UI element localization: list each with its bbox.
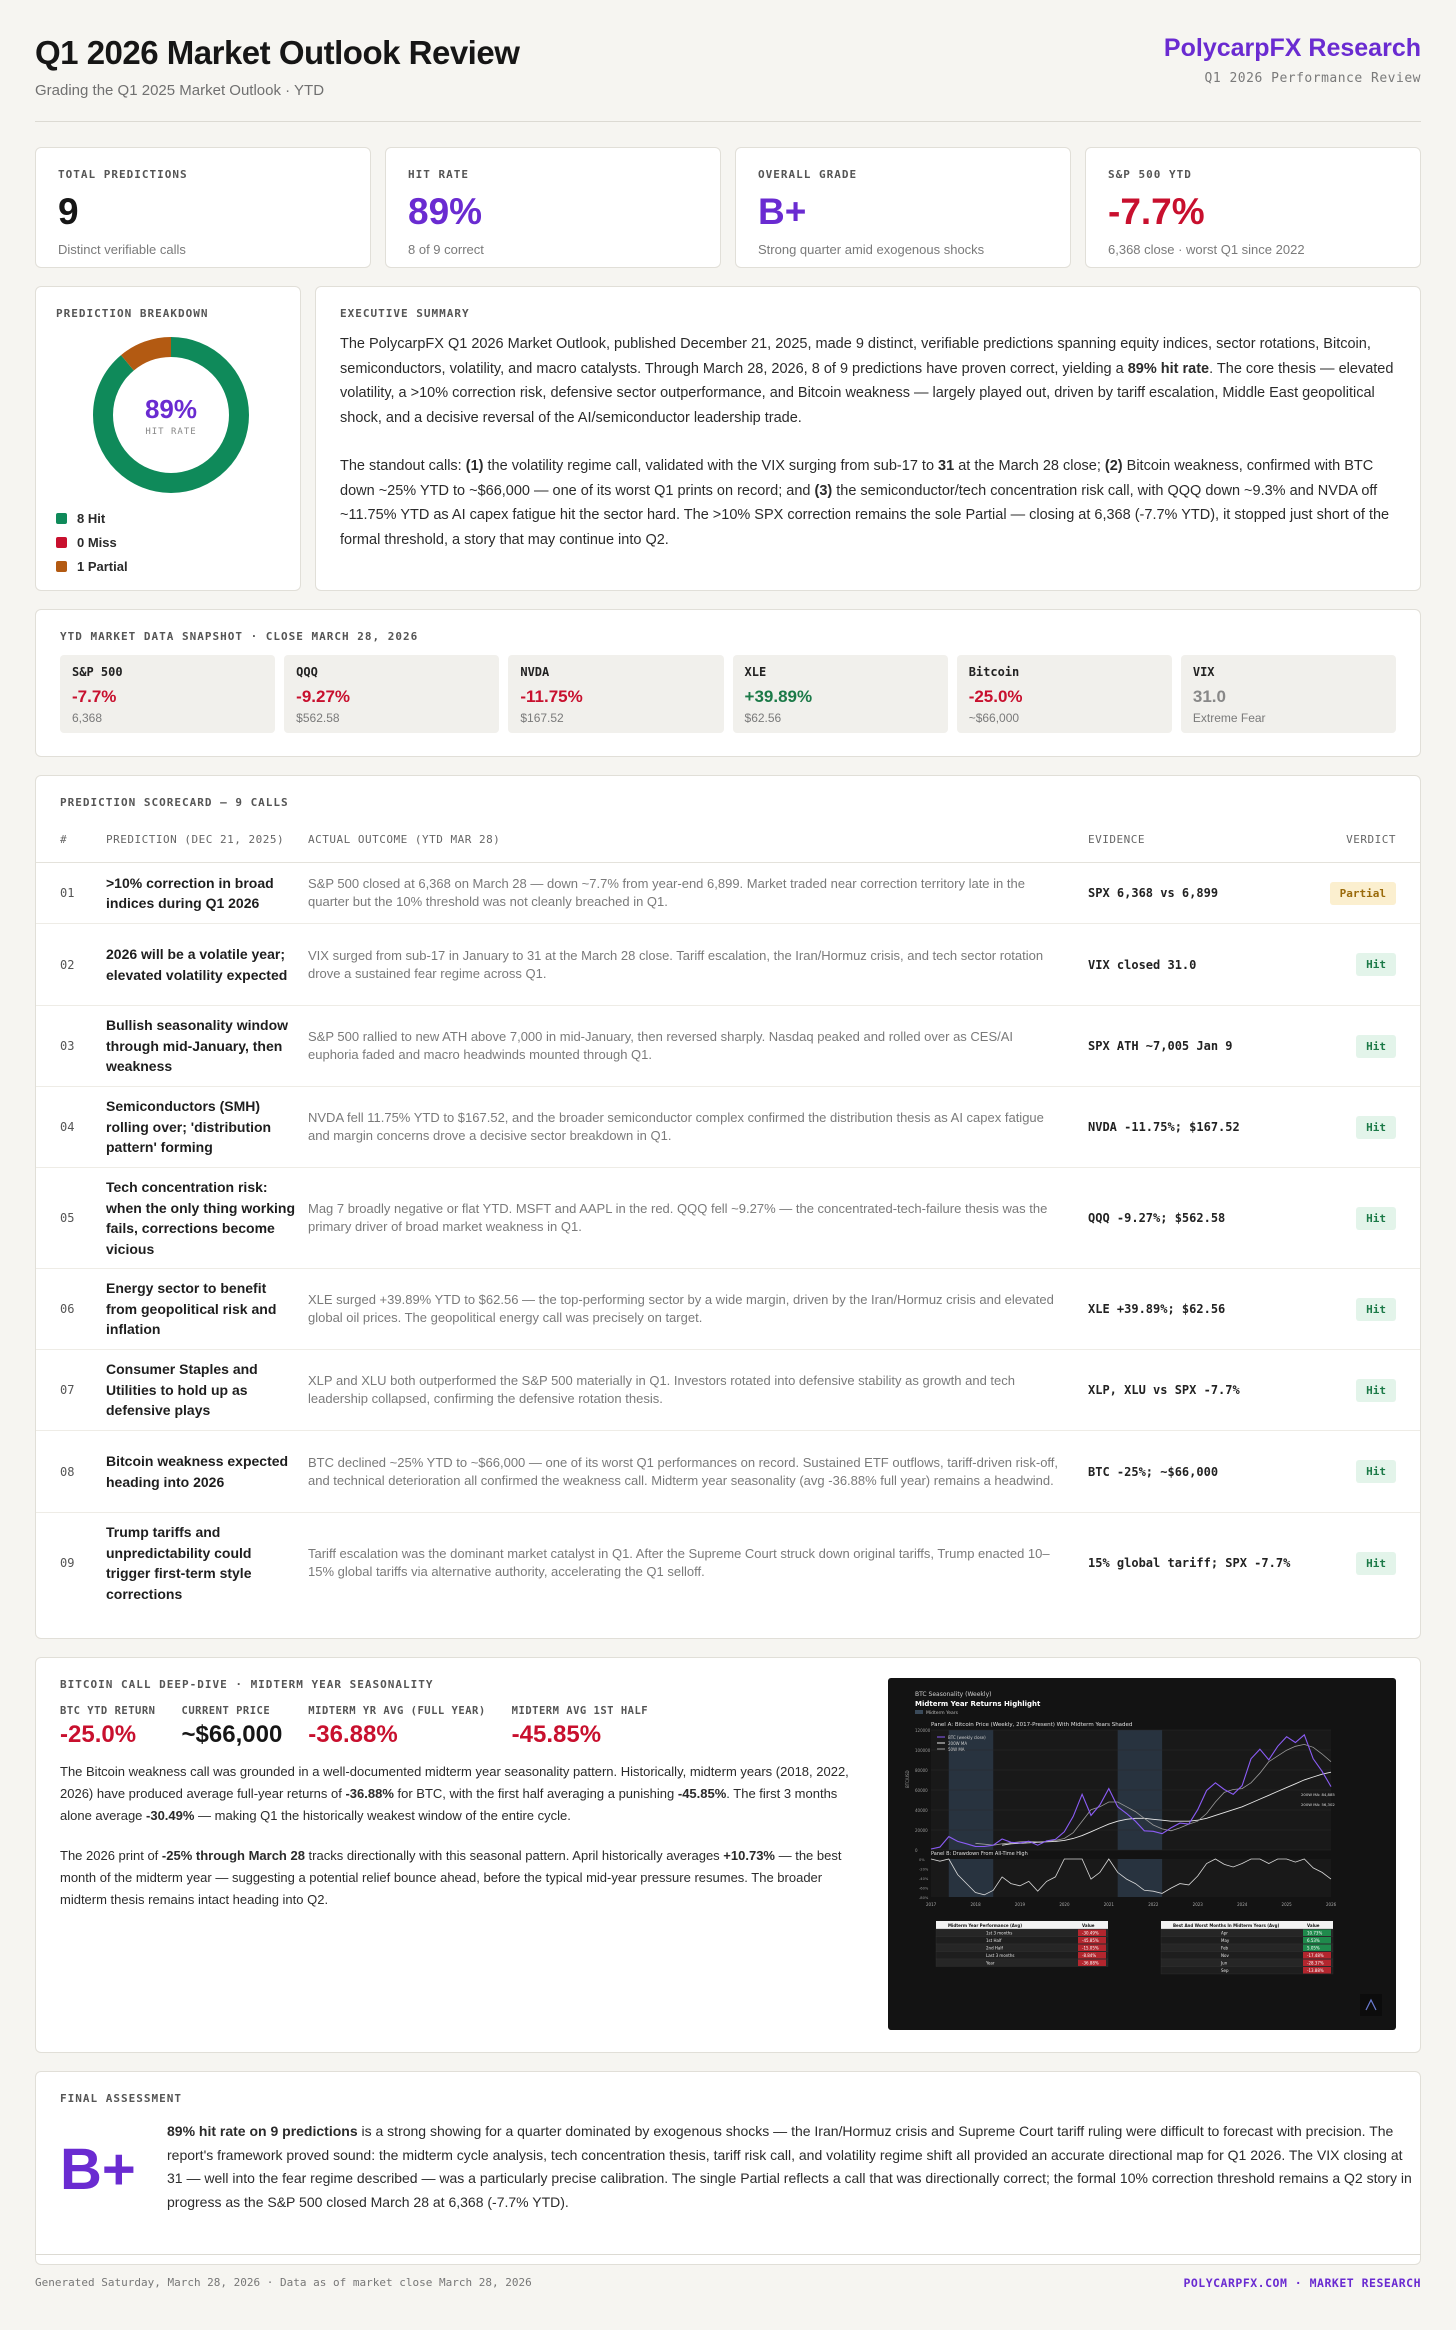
row-outcome: VIX surged from sub-17 in January to 31 at the March 28 close. Tariff escalation, the Iran/Hormuz crisis, and tech sector rotation drove a sustained fear regime across Q1. — [308, 947, 1044, 981]
kpi-card-total-predictions — [35, 147, 371, 268]
donut-center — [91, 335, 251, 495]
row-evidence: VIX closed 31.0 — [1088, 957, 1197, 972]
bitcoin-emphasis: -25% through March 28 — [161, 1848, 305, 1863]
bitcoin-stat — [512, 1705, 648, 1749]
midterm-shade — [1118, 1859, 1162, 1897]
row-evidence: SPX ATH ~7,005 Jan 9 — [1088, 1039, 1233, 1053]
summary-paragraph-1 — [340, 332, 1396, 430]
scorecard-header-row — [36, 817, 1420, 863]
legend-item-miss — [56, 530, 128, 554]
row-number: 04 — [60, 1120, 75, 1134]
table2-cell: Apr — [1221, 1930, 1228, 1936]
y-tick-label: 0% — [919, 1858, 925, 1862]
snapshot-price: $167.52 — [520, 711, 564, 725]
legend-item-partial — [56, 554, 128, 578]
page-footer — [35, 2254, 1421, 2294]
bitcoin-emphasis: -36.88% — [345, 1786, 394, 1801]
panel-a-legend-label: BTC (weekly close) — [948, 1735, 986, 1740]
table1-cell: 1st Half — [986, 1938, 1002, 1943]
scorecard-row — [36, 863, 1420, 924]
row-evidence: BTC -25%; ~$66,000 — [1088, 1464, 1219, 1479]
table1-value: -36.88% — [1082, 1960, 1099, 1966]
verdict-badge: Hit — [1356, 1298, 1396, 1321]
summary-paragraph-2 — [340, 454, 1396, 552]
legend-label: 1 Partial — [77, 558, 128, 574]
row-outcome: BTC declined ~25% YTD to ~$66,000 — one of its worst Q1 performances on record. Sustained ETF outflows, tariff-driven risk-off, and technical deterioration all confirmed the weakness call. Midterm year seasonality (avg -36.88% full year) remains a headwind. — [308, 1454, 1059, 1488]
table2-value: -17.48% — [1307, 1953, 1324, 1958]
chart-image-title: BTC Seasonality (Weekly) — [915, 1691, 992, 1698]
table1-value: -30.49% — [1082, 1930, 1099, 1936]
legend-item-hit — [56, 506, 128, 530]
table2-header: Value — [1307, 1923, 1320, 1928]
kpi-value: -7.7% — [1108, 191, 1205, 232]
report-header — [35, 34, 1421, 122]
row-evidence: 15% global tariff; SPX -7.7% — [1088, 1556, 1291, 1570]
row-evidence: NVDA -11.75%; $167.52 — [1088, 1120, 1240, 1134]
snapshot-tile — [957, 655, 1172, 733]
snapshot-price: $562.58 — [296, 711, 340, 725]
legend-label: 8 Hit — [77, 510, 106, 526]
x-tick-label: 2019 — [1014, 1902, 1026, 1907]
table1-header: Value — [1082, 1923, 1095, 1928]
snapshot-change: -9.27% — [296, 687, 351, 706]
scorecard-row — [36, 1087, 1420, 1168]
verdict-badge: Hit — [1356, 1552, 1396, 1575]
row-outcome: S&P 500 rallied to new ATH above 7,000 in mid-January, then reversed sharply. Nasdaq peaked and rolled over as CES/AI euphoria faded and macro headwinds mounted through Q1. — [308, 1029, 1014, 1062]
col-header-evidence: EVIDENCE — [1088, 833, 1145, 846]
panel-a-title: Panel A: Bitcoin Price (Weekly, 2017-Present) With Midterm Years Shaded — [931, 1722, 1133, 1728]
snapshot-tile — [508, 655, 723, 733]
x-tick-label: 2017 — [926, 1902, 937, 1907]
summary-emphasis: (3) — [814, 482, 833, 499]
btc-seasonality-chart — [888, 1678, 1396, 2030]
bitcoin-stat — [308, 1705, 485, 1749]
bitcoin-stat — [60, 1705, 156, 1749]
bitcoin-text-span: The Bitcoin weakness call was grounded in a well-documented midterm year seasonality pattern. Historically, midterm years (2018, 2022, 2026) have produced average full-year returns of — [60, 1764, 849, 1801]
row-outcome: XLP and XLU both outperformed the S&P 500 materially in Q1. Investors rotated into defensive stability as growth and tech leadership collapsed, confirming the defensive rotation thesis. — [308, 1373, 1015, 1406]
summary-emphasis: (2) — [1104, 458, 1123, 474]
snapshot-price: $62.56 — [744, 711, 782, 725]
snapshot-tile — [284, 655, 499, 733]
brand-subtitle: Q1 2026 Performance Review — [1204, 71, 1421, 86]
row-prediction: Bitcoin weakness expected heading into 2026 — [106, 1453, 289, 1490]
bitcoin-stat-label: MIDTERM AVG 1ST HALF — [511, 1705, 649, 1717]
ma-label: 200W MA: 56,302 — [1301, 1802, 1335, 1807]
bitcoin-stat — [182, 1705, 283, 1749]
row-evidence: XLP, XLU vs SPX -7.7% — [1088, 1383, 1240, 1397]
final-text — [167, 2120, 1417, 2214]
y-tick-label: 80000 — [915, 1768, 928, 1773]
scorecard-body — [36, 863, 1420, 1613]
ma-label: 200W MA: 84,885 — [1301, 1792, 1335, 1797]
snapshot-change: -7.7% — [72, 687, 117, 706]
col-header-prediction: PREDICTION (DEC 21, 2025) — [106, 832, 285, 846]
row-prediction: Trump tariffs and unpredictability could trigger first-term style corrections — [106, 1524, 252, 1602]
donut-legend — [56, 506, 128, 578]
bitcoin-stat-value: -36.88% — [308, 1721, 398, 1748]
summary-text: The PolycarpFX Q1 2026 Market Outlook, published December 21, 2025, made 9 distinct, verifiable predictions spanning equity indices, sector rotations, Bitcoin, semiconductors, volatility, and macro catalysts. Through March 28, 2026, 8 of 9 predictions have proven correct, yielding a — [340, 336, 1371, 377]
table2-header: Best And Worst Months In Midterm Years (Avg) — [1173, 1923, 1280, 1928]
market-snapshot-card — [35, 609, 1421, 757]
table2-cell: Feb — [1221, 1945, 1229, 1951]
kpi-value: B+ — [758, 191, 807, 232]
snapshot-price: ~$66,000 — [968, 711, 1020, 725]
y-tick-label: -60% — [919, 1886, 929, 1891]
row-outcome: NVDA fell 11.75% YTD to $167.52, and the broader semiconductor complex confirmed the distribution thesis as AI capex fatigue and margin concerns drove a decisive sector breakdown in Q1. — [308, 1110, 1044, 1143]
verdict-badge: Hit — [1356, 953, 1396, 976]
legend-label: 0 Miss — [77, 534, 117, 550]
table2-value: -28.37% — [1307, 1960, 1324, 1966]
y-tick-label: -40% — [919, 1877, 929, 1881]
final-assessment-card — [35, 2071, 1421, 2265]
midterm-legend-label: Midterm Years — [926, 1711, 958, 1716]
scorecard-row — [36, 1269, 1420, 1350]
col-header-outcome: ACTUAL OUTCOME (YTD MAR 28) — [308, 832, 501, 846]
table1-cell: Last 3 months — [986, 1953, 1015, 1958]
verdict-badge: Hit — [1356, 1035, 1396, 1058]
bitcoin-text-span: tracks directionally with this seasonal pattern. April historically averages — [304, 1848, 724, 1863]
final-text-span: is a strong showing for a quarter dominated by exogenous shocks — the Iran/Hormuz crisis and Supreme Court tariff ruling were difficult to forecast with precision. The report's framework proved sound: the midterm cycle analysis, tech concentration thesis, tariff risk call, and volatility regime shift all provided an accurate directional map for Q1 2026. The VIX closing at 31 — well into the fear regime described — was a particularly precise calibration. The single Partial reflects a call that was directionally correct; the formal 10% correction threshold remains a Q2 story in progress as the S&P 500 closed March 28 at 6,368 (-7.7% YTD). — [167, 2123, 1412, 2210]
legend-swatch-hit — [56, 513, 67, 524]
page-subtitle: Grading the Q1 2025 Market Outlook · YTD — [35, 82, 325, 99]
kpi-row — [35, 147, 1421, 268]
row-prediction: >10% correction in broad indices during Q1 2026 — [106, 874, 274, 911]
row-number: 08 — [60, 1464, 75, 1479]
table2-cell: Sep — [1221, 1968, 1229, 1973]
table2-value: 10.73% — [1307, 1930, 1323, 1936]
snapshot-tile — [1181, 655, 1396, 733]
row-evidence: SPX 6,368 vs 6,899 — [1088, 886, 1219, 900]
y-tick-label: 0 — [915, 1848, 918, 1853]
row-verdict-cell — [1296, 1207, 1396, 1230]
prediction-scorecard-card — [35, 775, 1421, 1639]
bitcoin-paragraph-1 — [60, 1761, 872, 1827]
executive-summary-card — [315, 286, 1421, 591]
snapshot-label: YTD MARKET DATA SNAPSHOT · CLOSE MARCH 28, 2026 — [60, 630, 419, 643]
x-tick-label: 2026 — [1326, 1902, 1337, 1907]
row-outcome: S&P 500 closed at 6,368 on March 28 — down ~7.7% from year-end 6,899. Market traded near correction territory late in the quarter but the 10% threshold was not cleanly breached in Q1. — [308, 876, 1025, 909]
panel-a-ylabel: BTC/USD — [905, 1770, 910, 1788]
chart-image-subtitle: Midterm Year Returns Highlight — [915, 1700, 1041, 1708]
row-outcome: Tariff escalation was the dominant market catalyst in Q1. After the Supreme Court struck down original tariffs, Trump enacted 10–15% global tariffs via alternative authority, accelerating the Q1 selloff. — [308, 1546, 1050, 1579]
verdict-badge: Partial — [1330, 882, 1396, 905]
bitcoin-deep-dive-card — [35, 1657, 1421, 2053]
scorecard-row — [36, 1168, 1420, 1269]
prediction-breakdown-card — [35, 286, 301, 591]
kpi-label: S&P 500 YTD — [1108, 168, 1192, 181]
x-tick-label: 2020 — [1059, 1902, 1070, 1907]
y-tick-label: 100000 — [915, 1748, 931, 1753]
panel-b-title: Panel B: Drawdown From All-Time High — [931, 1851, 1028, 1857]
snapshot-change: +39.89% — [744, 687, 813, 706]
kpi-card-hit-rate — [385, 147, 721, 268]
snapshot-ticker: NVDA — [520, 665, 550, 679]
y-tick-label: -80% — [919, 1896, 929, 1900]
bitcoin-stat-label: MIDTERM YR AVG (FULL YEAR) — [308, 1705, 486, 1717]
snapshot-change: -25.0% — [968, 687, 1023, 706]
snapshot-ticker: S&P 500 — [72, 665, 123, 679]
kpi-label: OVERALL GRADE — [758, 168, 858, 181]
row-prediction: Consumer Staples and Utilities to hold up as defensive plays — [106, 1361, 258, 1419]
verdict-badge: Hit — [1356, 1379, 1396, 1402]
summary-label: EXECUTIVE SUMMARY — [340, 307, 470, 320]
row-verdict-cell — [1296, 1116, 1396, 1139]
snapshot-change: -11.75% — [520, 687, 583, 706]
kpi-label: TOTAL PREDICTIONS — [58, 168, 188, 181]
snapshot-ticker: Bitcoin — [968, 665, 1020, 679]
bitcoin-stat-value: -25.0% — [60, 1721, 137, 1748]
donut-center-label: HIT RATE — [145, 426, 197, 437]
row-verdict-cell — [1296, 1379, 1396, 1402]
summary-text: Bitcoin weakness, confirmed with BTC down ~25% YTD to ~$66,000 — one of its worst Q1 prints on record; and — [340, 458, 1374, 499]
bitcoin-stat-value: ~$66,000 — [181, 1721, 283, 1748]
bitcoin-text-span: — the best month of the midterm year — suggesting a potential relief bounce ahead, before the typical mid-year pressure resumes. The broader midterm thesis remains intact heading into Q2. — [60, 1848, 842, 1907]
row-number: 01 — [60, 886, 75, 900]
scorecard-row — [36, 924, 1420, 1006]
panel-a-legend-label: 50W MA — [948, 1747, 965, 1752]
snapshot-tiles — [60, 655, 1396, 733]
row-number: 07 — [60, 1383, 75, 1397]
row-number: 02 — [60, 957, 75, 972]
x-tick-label: 2023 — [1192, 1902, 1203, 1907]
row-prediction: Tech concentration risk: when the only thing working fails, corrections become vicious — [106, 1179, 295, 1257]
table1-cell: 2nd Half — [986, 1945, 1003, 1951]
x-tick-label: 2024 — [1237, 1902, 1248, 1907]
table1-cell: Year — [986, 1960, 995, 1966]
summary-text: the semiconductor/tech concentration risk call, with QQQ down ~9.3% and NVDA off ~11.75% YTD as AI capex fatigue hit the sector hard. The >10% SPX correction remains the sole Partial — closing at 6,368 (-7.7% YTD), it stopped just short of the formal threshold, a story that may continue into Q2. — [340, 482, 1390, 548]
midterm-shade — [949, 1859, 993, 1897]
snapshot-tile — [60, 655, 275, 733]
bitcoin-stat-label: CURRENT PRICE — [181, 1705, 271, 1717]
row-verdict-cell — [1296, 1035, 1396, 1058]
table1-value: -15.05% — [1082, 1945, 1099, 1951]
table1-header: Midterm Year Performance (Avg) — [948, 1923, 1023, 1928]
snapshot-ticker: XLE — [744, 665, 767, 679]
snapshot-price: Extreme Fear — [1192, 711, 1266, 725]
bitcoin-emphasis: -30.49% — [146, 1808, 195, 1823]
page-title: Q1 2026 Market Outlook Review — [35, 34, 520, 71]
table1-value: -8.84% — [1082, 1953, 1097, 1958]
x-tick-label: 2022 — [1148, 1902, 1159, 1907]
final-label: FINAL ASSESSMENT — [60, 2092, 182, 2105]
verdict-badge: Hit — [1356, 1207, 1396, 1230]
summary-text: . The core thesis — elevated volatility, a >10% correction risk, defensive sector outperformance, and Bitcoin weakness — largely played out, driven by tariff escalation, Middle East geopolitical shock, and a decisive reversal of the AI/semiconductor leadership trade. — [340, 360, 1394, 426]
table2-value: 5.05% — [1307, 1945, 1320, 1951]
y-tick-label: 60000 — [915, 1788, 928, 1793]
footer-generated: Generated Saturday, March 28, 2026 · Data as of market close March 28, 2026 — [35, 2276, 532, 2289]
brand-name: PolycarpFX Research — [1163, 34, 1421, 62]
kpi-card-spx-ytd — [1085, 147, 1421, 268]
final-grade: B+ — [60, 2137, 136, 2202]
panel-a-legend-label: 200W MA — [948, 1741, 968, 1746]
row-number: 05 — [60, 1211, 75, 1225]
kpi-subtext: 8 of 9 correct — [408, 242, 484, 257]
table1-value: -45.85% — [1082, 1938, 1099, 1943]
bitcoin-text — [60, 1761, 872, 1911]
kpi-value: 89% — [408, 191, 483, 232]
bitcoin-paragraph-2 — [60, 1845, 872, 1911]
summary-text: at the March 28 close; — [954, 458, 1105, 474]
kpi-subtext: Strong quarter amid exogenous shocks — [758, 242, 985, 257]
row-verdict-cell — [1296, 1460, 1396, 1483]
row-prediction: Semiconductors (SMH) rolling over; 'distribution pattern' forming — [106, 1098, 272, 1156]
col-header-verdict: VERDICT — [1346, 833, 1396, 846]
table2-cell: Nov — [1221, 1953, 1229, 1958]
summary-emphasis: (1) — [465, 458, 484, 474]
summary-emphasis: 31 — [938, 458, 955, 474]
y-tick-label: -20% — [919, 1867, 929, 1872]
x-tick-label: 2025 — [1281, 1902, 1292, 1907]
row-evidence: QQQ -9.27%; $562.58 — [1088, 1211, 1226, 1225]
kpi-subtext: 6,368 close · worst Q1 since 2022 — [1108, 242, 1305, 257]
scorecard-label: PREDICTION SCORECARD — 9 CALLS — [60, 796, 289, 809]
row-verdict-cell — [1296, 1552, 1396, 1575]
table2-value: -13.88% — [1307, 1968, 1324, 1973]
corner-logo — [1360, 1994, 1382, 2016]
summary-text: the volatility regime call, validated with the VIX surging from sub-17 to — [483, 458, 939, 474]
row-verdict-cell — [1296, 882, 1396, 905]
verdict-badge: Hit — [1356, 1116, 1396, 1139]
row-prediction: 2026 will be a volatile year; elevated volatility expected — [106, 946, 288, 983]
bitcoin-label: BITCOIN CALL DEEP-DIVE · MIDTERM YEAR SEASONALITY — [60, 1678, 434, 1691]
y-tick-label: 20000 — [915, 1828, 928, 1833]
kpi-card-overall-grade — [735, 147, 1071, 268]
donut-center-value: 89% — [144, 393, 198, 424]
summary-text: The standout calls: — [340, 458, 466, 474]
y-tick-label: 40000 — [915, 1808, 928, 1813]
row-verdict-cell — [1296, 1298, 1396, 1321]
snapshot-tile — [733, 655, 948, 733]
col-header-num: # — [60, 833, 68, 846]
x-tick-label: 2018 — [970, 1902, 981, 1907]
row-number: 09 — [60, 1556, 75, 1570]
legend-swatch-miss — [56, 537, 67, 548]
row-prediction: Energy sector to benefit from geopolitical risk and inflation — [106, 1280, 277, 1338]
row-outcome: Mag 7 broadly negative or flat YTD. MSFT and AAPL in the red. QQQ fell ~9.27% — the concentrated-tech-failure thesis was the primary driver of broad market weakness in Q1. — [308, 1201, 1048, 1234]
summary-emphasis: 89% hit rate — [1127, 360, 1210, 377]
bitcoin-text-span: — making Q1 the historically weakest window of the entire cycle. — [194, 1808, 571, 1823]
breakdown-label: PREDICTION BREAKDOWN — [56, 307, 209, 320]
table2-cell: May — [1221, 1938, 1230, 1943]
kpi-value: 9 — [58, 191, 79, 232]
midterm-legend-swatch — [915, 1710, 923, 1714]
donut-chart — [91, 335, 251, 495]
row-verdict-cell — [1296, 953, 1396, 976]
bitcoin-emphasis: +10.73% — [723, 1848, 775, 1863]
x-tick-label: 2021 — [1103, 1902, 1114, 1907]
snapshot-ticker: QQQ — [296, 665, 318, 679]
table2-cell: Jun — [1221, 1960, 1228, 1966]
footer-link[interactable]: POLYCARPFX.COM · MARKET RESEARCH — [1183, 2275, 1421, 2290]
snapshot-price: 6,368 — [72, 711, 103, 725]
row-number: 03 — [60, 1039, 75, 1053]
row-outcome: XLE surged +39.89% YTD to $62.56 — the top-performing sector by a wide margin, driven by the Iran/Hormuz crisis and elevated global oil prices. The geopolitical energy call was precisely on target. — [308, 1292, 1054, 1325]
bitcoin-text-span: The 2026 print of — [60, 1848, 162, 1863]
bitcoin-emphasis: -45.85% — [677, 1786, 727, 1801]
bitcoin-text-span: . The first 3 months alone average — [60, 1786, 838, 1823]
table1-cell: 1st 3 months — [986, 1930, 1013, 1936]
legend-swatch-partial — [56, 561, 67, 572]
scorecard-row — [36, 1431, 1420, 1513]
kpi-label: HIT RATE — [408, 168, 469, 181]
bitcoin-text-span: for BTC, with the first half averaging a punishing — [393, 1786, 678, 1801]
row-evidence: XLE +39.89%; $62.56 — [1088, 1302, 1226, 1316]
row-prediction: Bullish seasonality window through mid-January, then weakness — [106, 1017, 289, 1075]
scorecard-row — [36, 1513, 1420, 1613]
snapshot-ticker: VIX — [1192, 665, 1215, 679]
kpi-subtext: Distinct verifiable calls — [58, 242, 186, 257]
snapshot-change: 31.0 — [1192, 687, 1226, 706]
btc-seasonality-image — [888, 1678, 1396, 2030]
scorecard-row — [36, 1350, 1420, 1431]
y-tick-label: 120000 — [915, 1728, 931, 1733]
scorecard-row — [36, 1006, 1420, 1087]
breakdown-summary-row — [35, 286, 1421, 591]
bitcoin-stat-value: -45.85% — [511, 1721, 602, 1748]
table2-value: 6.53% — [1307, 1938, 1320, 1943]
brand-block — [1164, 34, 1421, 86]
verdict-badge: Hit — [1356, 1460, 1396, 1483]
final-emphasis: 89% hit rate on 9 predictions — [167, 2123, 358, 2139]
bitcoin-stat-label: BTC YTD RETURN — [60, 1705, 156, 1717]
row-number: 06 — [60, 1302, 75, 1316]
